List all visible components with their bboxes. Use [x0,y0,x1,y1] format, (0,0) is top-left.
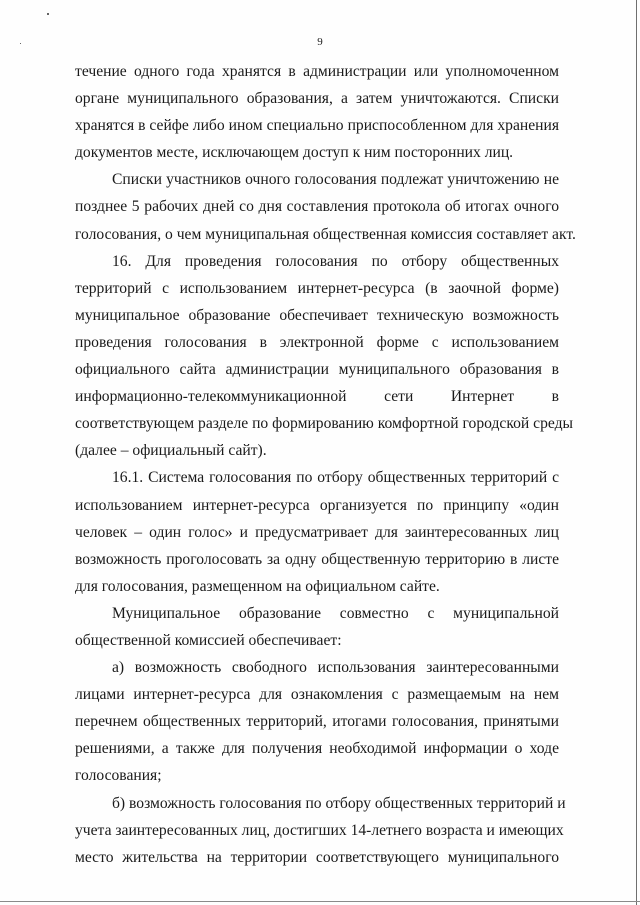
text-line: голосования, о чем муниципальная общественная комиссия составляет акт. [75,225,576,243]
text-line: позднее 5 рабочих дней со дня составления протокола об итогах очного [75,198,559,216]
text-line: а) возможность свободного использования заинтересованными [112,659,559,677]
text-line: (далее – официальный сайт). [75,442,267,460]
scan-speck [47,13,49,15]
text-line: для голосования, размещенном на официальном сайте. [75,577,440,595]
text-line: решениями, а также для получения необходимой информации о ходе [75,740,559,758]
text-line: проведения голосования в электронной форме с использованием [75,333,559,351]
text-line: 16.1. Система голосования по отбору общественных территорий с [112,469,559,487]
text-line: перечнем общественных территорий, итогами голосования, принятыми [75,713,559,731]
text-line: использованием интернет-ресурса организуется по принципу «один [75,496,559,514]
text-line: Списки участников очного голосования подлежат уничтожению не [112,171,559,189]
text-line: официального сайта администрации муниципального образования в [75,361,559,379]
text-line: Муниципальное образование совместно с муниципальной [112,604,559,622]
text-line: человек – один голос» и предусматривает для заинтересованных лиц [75,523,559,541]
text-line: 16. Для проведения голосования по отбору общественных [112,252,559,270]
scan-edge-bottom [0,901,640,902]
scan-edge-right [636,0,637,905]
text-line: учета заинтересованных лиц, достигших 14-летнего возраста и имеющих [75,821,564,839]
text-line: место жительства на территории соответствующего муниципального [75,848,559,866]
text-line: информационно-телекоммуникационной сети Интернет в [75,388,559,406]
text-line: общественной комиссией обеспечивает: [75,631,342,649]
text-line: лицами интернет-ресурса для ознакомления с размещаемым на нем [75,686,559,704]
text-line: течение одного года хранятся в администрации или уполномоченном [75,63,559,80]
page-number: 9 [317,36,323,48]
text-line: соответствующем разделе по формированию комфортной городской среды [75,415,574,433]
text-line: документов месте, исключающем доступ к ним посторонних лиц. [75,144,514,162]
text-line: территорий с использованием интернет-ресурса (в заочной форме) [75,279,559,297]
text-line: хранятся в сейфе либо ином специально приспособленном для хранения [75,117,559,135]
text-line: муниципальное образование обеспечивает техническую возможность [75,306,559,324]
text-line: органе муниципального образования, а затем уничтожаются. Списки [75,90,559,108]
text-line: возможность проголосовать за одну общественную территорию в листе [75,550,559,568]
document-body [75,58,576,871]
text-line: голосования; [75,767,162,785]
text-line: б) возможность голосования по отбору общественных территорий и [112,794,566,812]
